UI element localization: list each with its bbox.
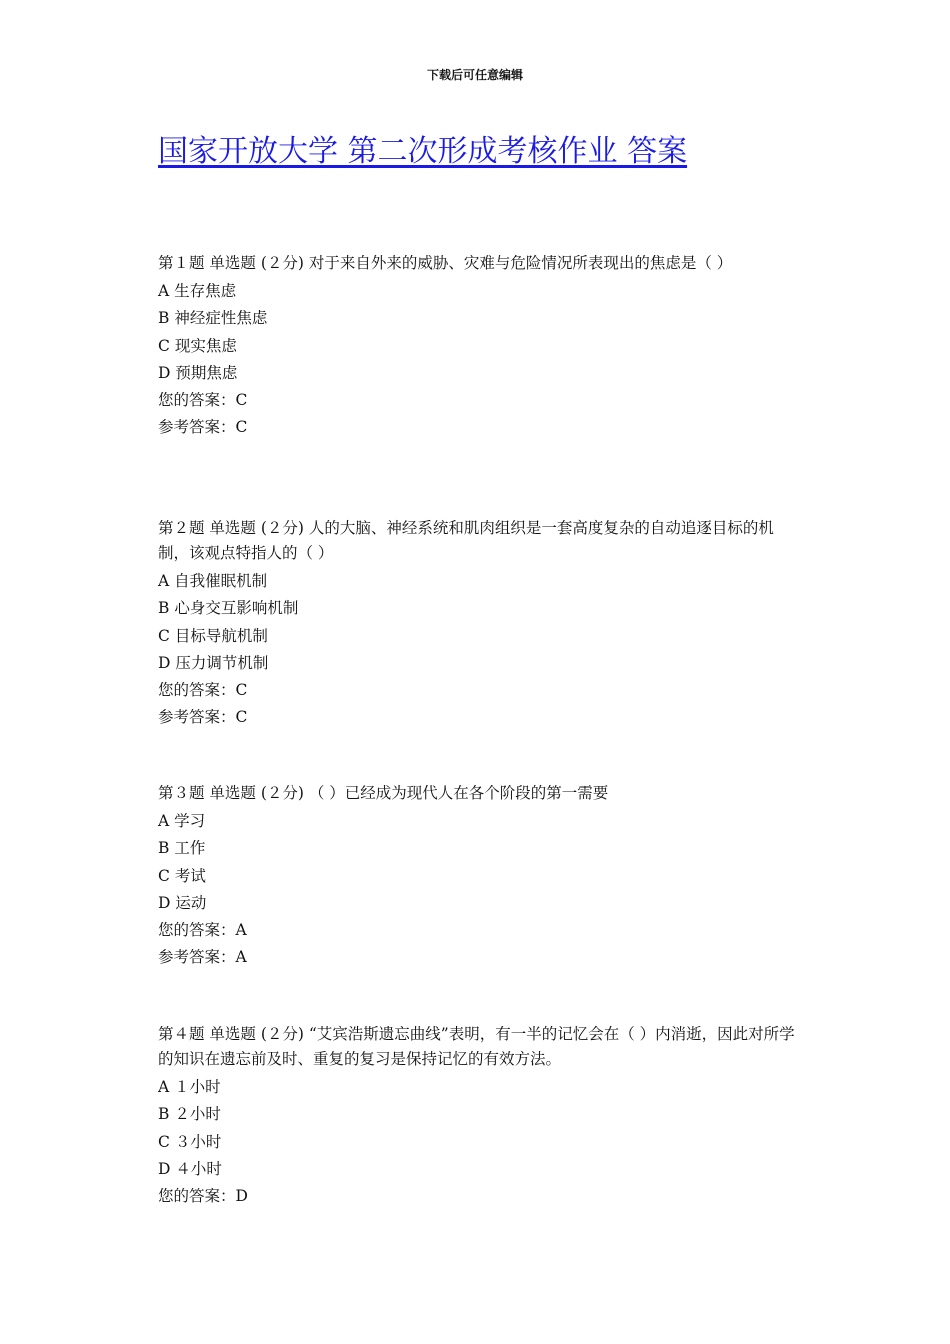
- option-letter: B: [158, 1105, 170, 1124]
- option-letter: A: [158, 572, 170, 590]
- reference-answer: [158, 414, 798, 441]
- option-d: [158, 890, 798, 917]
- option-text: １小时: [174, 1078, 221, 1096]
- option-letter: A: [158, 812, 170, 830]
- option-letter: C: [158, 866, 170, 885]
- option-text: 预期焦虑: [175, 363, 238, 382]
- option-text: 目标导航机制: [174, 626, 268, 645]
- reference-answer-label: 参考答案：: [158, 948, 236, 967]
- option-letter: A: [158, 282, 170, 300]
- question-3: [158, 781, 798, 972]
- option-letter: C: [158, 336, 170, 355]
- option-c: [158, 333, 798, 360]
- option-a: [158, 568, 798, 595]
- question-stem: 第１题 单选题 (２分) 对于来自外来的威胁、灾难与危险情况所表现出的焦虑是（ ）: [158, 254, 733, 272]
- option-letter: D: [158, 363, 171, 382]
- option-letter: D: [158, 893, 171, 912]
- option-b: [158, 595, 798, 622]
- option-text: ４小时: [175, 1159, 222, 1178]
- option-letter: A: [158, 1078, 170, 1096]
- option-a: [158, 808, 798, 835]
- your-answer-label: 您的答案：: [158, 921, 236, 940]
- option-text: 自我催眠机制: [174, 572, 268, 590]
- question-1: [158, 251, 798, 442]
- header-note: 下载后可任意编辑: [426, 68, 523, 82]
- your-answer-label: 您的答案：: [158, 1187, 236, 1206]
- option-a: [158, 1074, 798, 1101]
- option-text: 运动: [175, 893, 207, 912]
- your-answer-label: 您的答案：: [158, 681, 236, 700]
- option-d: [158, 360, 798, 387]
- your-answer: [158, 1183, 798, 1210]
- question-stem: 第２题 单选题 (２分) 人的大脑、神经系统和肌肉组织是一套高度复杂的自动追逐目标的机制，该观点特指人的（ ）: [158, 519, 774, 562]
- your-answer-value: C: [235, 681, 248, 700]
- your-answer: [158, 677, 798, 704]
- option-c: [158, 1129, 798, 1156]
- reference-answer-value: C: [235, 418, 248, 437]
- reference-answer: [158, 704, 798, 731]
- option-d: [158, 1156, 798, 1183]
- option-b: [158, 835, 798, 862]
- option-letter: B: [158, 839, 170, 858]
- question-stem: 第３题 单选题 (２分) （ ）已经成为现代人在各个阶段的第一需要: [158, 784, 609, 802]
- option-text: 心身交互影响机制: [174, 599, 299, 618]
- option-text: ３小时: [174, 1132, 222, 1151]
- option-text: ２小时: [174, 1105, 221, 1124]
- reference-answer-label: 参考答案：: [158, 708, 236, 727]
- your-answer: [158, 917, 798, 944]
- your-answer-value: C: [235, 391, 248, 410]
- your-answer-value: D: [235, 1187, 248, 1206]
- option-a: [158, 278, 798, 305]
- option-letter: D: [158, 653, 171, 672]
- option-letter: B: [158, 599, 170, 618]
- option-letter: C: [158, 626, 170, 645]
- option-text: 压力调节机制: [175, 653, 269, 672]
- document-title-link[interactable]: 国家开放大学 第二次形成考核作业 答案: [158, 134, 688, 169]
- option-text: 工作: [174, 839, 206, 858]
- option-b: [158, 1101, 798, 1128]
- your-answer: [158, 387, 798, 414]
- your-answer-label: 您的答案：: [158, 391, 236, 410]
- option-text: 学习: [174, 812, 206, 830]
- option-c: [158, 623, 798, 650]
- question-4: [158, 1022, 798, 1210]
- option-b: [158, 305, 798, 332]
- option-letter: C: [158, 1132, 170, 1151]
- reference-answer-value: A: [235, 948, 247, 967]
- reference-answer: [158, 944, 798, 971]
- reference-answer-label: 参考答案：: [158, 418, 236, 437]
- option-c: [158, 863, 798, 890]
- question-2: [158, 516, 798, 732]
- option-d: [158, 650, 798, 677]
- option-text: 神经症性焦虑: [174, 309, 268, 328]
- your-answer-value: A: [235, 921, 247, 940]
- reference-answer-value: C: [235, 708, 248, 727]
- option-text: 考试: [174, 866, 206, 885]
- option-letter: D: [158, 1159, 171, 1178]
- option-text: 现实焦虑: [174, 336, 237, 355]
- option-letter: B: [158, 309, 170, 328]
- question-stem: 第４题 单选题 (２分) “艾宾浩斯遗忘曲线”表明，有一半的记忆会在（ ）内消逝，因此对所学的知识在遗忘前及时、重复的复习是保持记忆的有效方法。: [158, 1025, 795, 1068]
- option-text: 生存焦虑: [174, 282, 237, 300]
